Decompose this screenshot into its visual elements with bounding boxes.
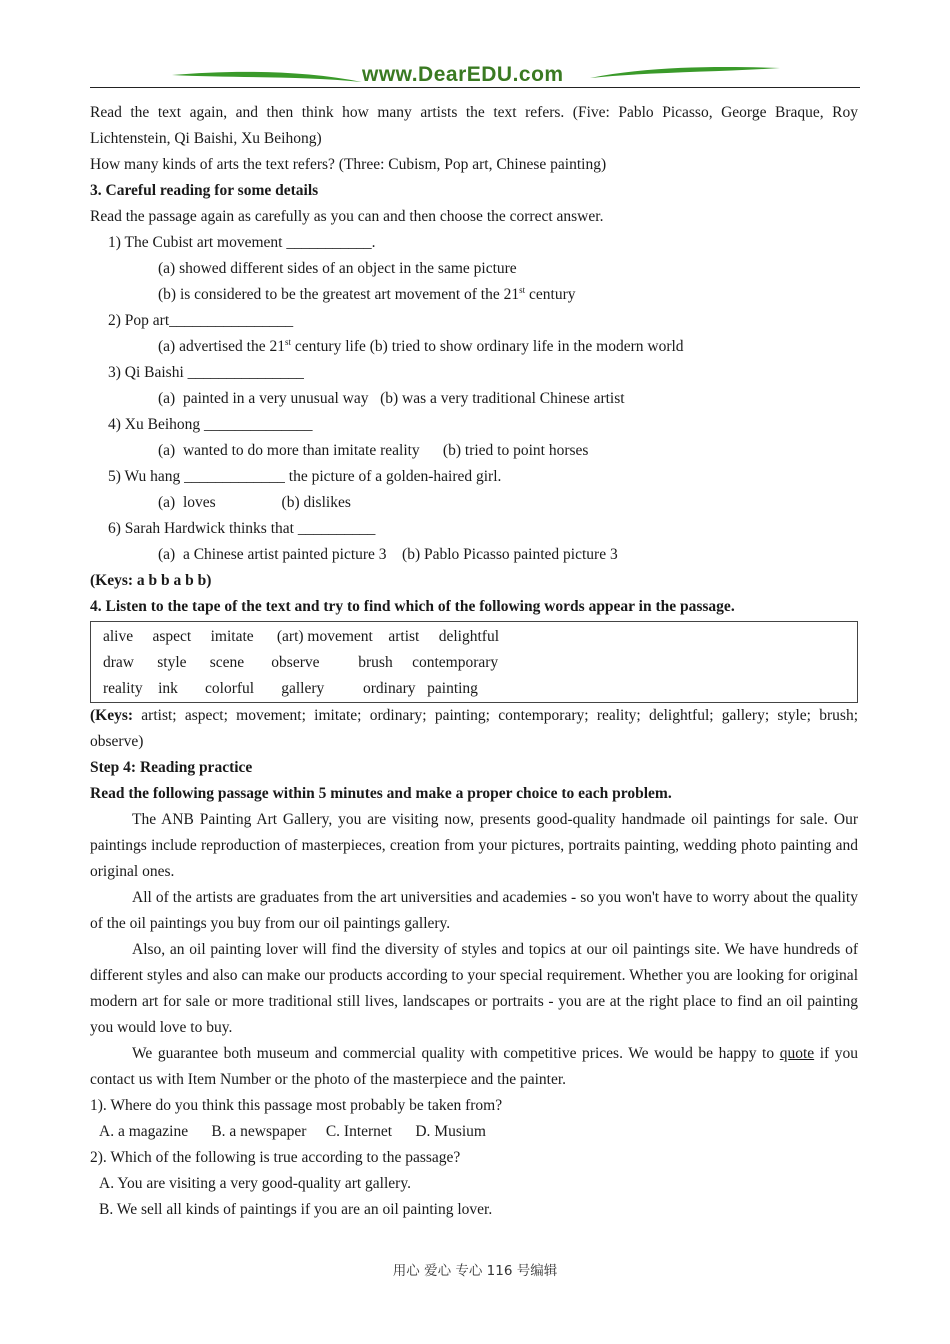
left-swoosh-icon: [172, 70, 362, 84]
reading-question-1: 1). Where do you think this passage most probably be taken from?: [90, 1097, 503, 1114]
question-1: 1) The Cubist art movement ___________.: [108, 234, 376, 251]
reading-question-1-options: A. a magazine B. a newspaper C. Internet D. Musium: [99, 1123, 486, 1140]
question-4-options: (a) wanted to do more than imitate reality (b) tried to point horses: [158, 442, 589, 459]
section3-instruction: Read the passage again as carefully as you can and then choose the correct answer.: [90, 208, 604, 225]
section4-keys: (Keys: artist; aspect; movement; imitate; ordinary; painting; contemporary; reality; delightful; gallery; style; brush; observe): [90, 707, 858, 750]
vocabulary-row: reality ink colorful gallery ordinary painting: [103, 680, 478, 697]
vocabulary-row: alive aspect imitate (art) movement artist delightful: [103, 628, 499, 645]
section4-heading: 4. Listen to the tape of the text and try to find which of the following words appear in the passage.: [90, 598, 735, 615]
question-3-options: (a) painted in a very unusual way (b) was a very traditional Chinese artist: [158, 390, 625, 407]
passage-paragraph-2: All of the artists are graduates from the art universities and academies - so you won't have to worry about the quality of the oil paintings you buy from our oil paintings gallery.: [90, 889, 858, 932]
reading-question-2: 2). Which of the following is true according to the passage?: [90, 1149, 461, 1166]
page-footer: 用心 爱心 专心 116 号编辑: [392, 1263, 558, 1279]
intro-arts: How many kinds of arts the text refers? (Three: Cubism, Pop art, Chinese painting): [90, 156, 607, 173]
reading-question-2-option-a: A. You are visiting a very good-quality art gallery.: [99, 1175, 411, 1192]
page-header: [90, 60, 860, 90]
step4-heading: Step 4: Reading practice: [90, 759, 253, 776]
question-5-options: (a) loves (b) dislikes: [158, 494, 351, 511]
vocabulary-box: [90, 621, 858, 703]
site-brand: www.DearEDU.com: [362, 63, 564, 86]
question-6: 6) Sarah Hardwick thinks that __________: [108, 520, 376, 537]
header-rule: [90, 87, 860, 88]
question-1-option-a: (a) showed different sides of an object in the same picture: [158, 260, 517, 277]
step4-instruction: Read the following passage within 5 minutes and make a proper choice to each problem.: [90, 785, 672, 802]
question-6-options: (a) a Chinese artist painted picture 3 (b) Pablo Picasso painted picture 3: [158, 546, 618, 563]
question-2-options: (a) advertised the 21st century life (b) tried to show ordinary life in the modern world: [158, 337, 684, 355]
intro-artists: Read the text again, and then think how many artists the text refers. (Five: Pablo Picasso, George Braque, Roy Lichtenstein, Qi Baishi, Xu Beihong): [90, 104, 858, 147]
right-swoosh-icon: [590, 66, 780, 80]
section3-keys: (Keys: a b b a b b): [90, 572, 212, 589]
question-2: 2) Pop art________________: [108, 312, 294, 329]
vocabulary-row: draw style scene observe brush contemporary: [103, 654, 499, 671]
question-1-option-b: (b) is considered to be the greatest art movement of the 21st century: [158, 285, 576, 303]
passage-paragraph-3: Also, an oil painting lover will find the diversity of styles and topics at our oil paintings site. We have hundreds of different styles and also can make our products according to your special requirement. Whether you are looking for original modern art for sale or more traditional still lives, landscapes or portraits - you are at the right place to find an oil painting you would love to buy.: [90, 941, 858, 1036]
reading-question-2-option-b: B. We sell all kinds of paintings if you are an oil painting lover.: [99, 1201, 493, 1218]
question-3: 3) Qi Baishi _______________: [108, 364, 304, 381]
document-body: [90, 100, 858, 1223]
question-5: 5) Wu hang _____________ the picture of a golden-haired girl.: [108, 468, 502, 485]
passage-paragraph-1: The ANB Painting Art Gallery, you are visiting now, presents good-quality handmade oil paintings for sale. Our paintings include reproduction of masterpieces, creation from your pictures, portraits painting, wedding photo painting and original ones.: [90, 811, 858, 880]
passage-paragraph-4: We guarantee both museum and commercial quality with competitive prices. We would be happy to quote if you contact us with Item Number or the photo of the masterpiece and the painter.: [90, 1045, 859, 1088]
question-4: 4) Xu Beihong ______________: [108, 416, 313, 433]
section3-heading: 3. Careful reading for some details: [90, 182, 319, 199]
